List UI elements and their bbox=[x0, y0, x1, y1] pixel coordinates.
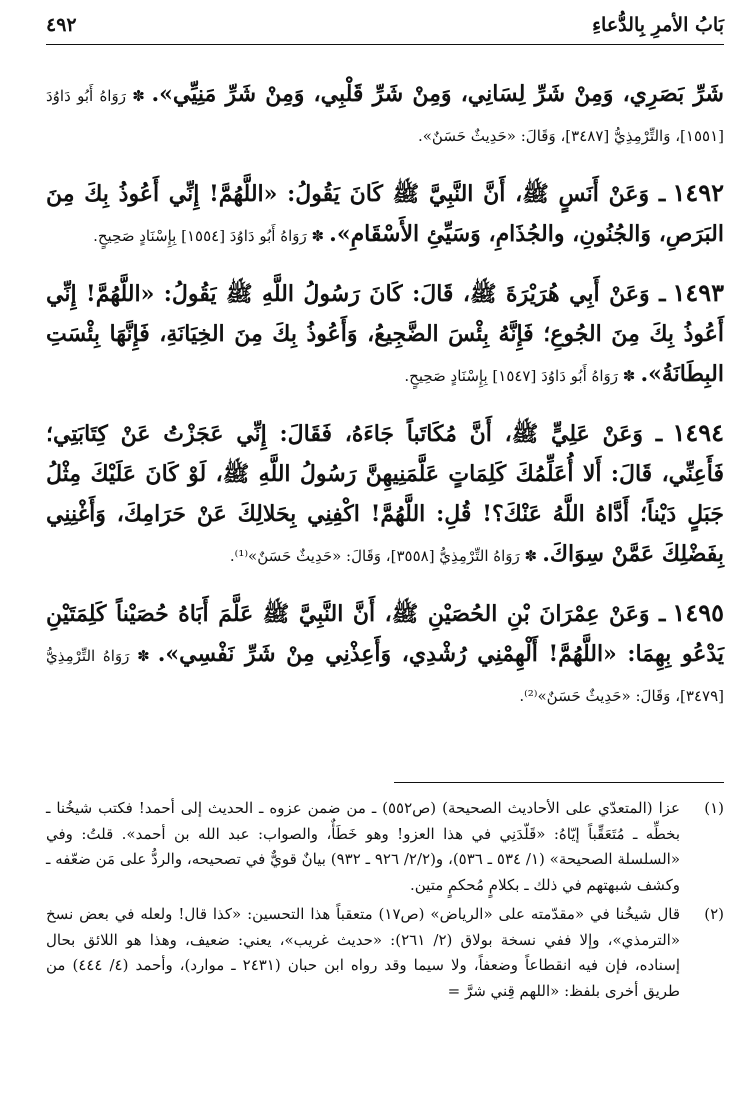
header-divider bbox=[46, 44, 724, 45]
hadith-text: ـ وَعَنْ عِمْرَانَ بْنِ الحُصَيْنِ ﷺ، أَنَّ النَّبِيَّ ﷺ عَلَّمَ أَبَاهُ حُصَيْناً كَلِمَتَيْنِ يَدْعُو بِهِمَا: «اللَّهُمَّ! أَلْهِمْنِي رُشْدِي، وَأَعِذْنِي مِنْ شَرِّ نَفْسِي». bbox=[46, 601, 724, 667]
footnote-divider bbox=[394, 782, 724, 783]
book-page bbox=[46, 0, 724, 1111]
footnote-text: عزا (المتعدّي على الأحاديث الصحيحة) (ص٥٥٢) ـ من ضمن عزوه ـ الحديث إلى أحمد! فكتب شيخُنا ـ بخطِّه ـ مُتَعَقِّباً إيّاهُ: «قَلّدَنِي في هذا العزو! وهو خَطَأٌ، والصواب: عبد الله بن أحمد». قلتُ: وفي «السلسلة الصحيحة» (١/ ٥٣٤ ـ ٥٣٦)، و(٢/٢/ ٩٢٦ ـ ٩٣٢) بيانٌ قويٌّ في تصحيحه، والردُّ على مَن ضعّفه ـ وكشف شبهتهم في ذلك ـ بكلامٍ مُحكمٍ متين. bbox=[46, 799, 680, 894]
hadith-text: ـ وَعَنْ أَبِي هُرَيْرَةَ ﷺ، قَالَ: كَانَ رَسُولُ اللَّهِ ﷺ يَقُولُ: «اللَّهُمَّ! إِنِّي أَعُوذُ بِكَ مِنَ الجُوعِ؛ فَإِنَّهُ بِئْسَ الضَّجِيعُ، وَأَعُوذُ بِكَ مِنَ الخِيَانَةِ، فَإِنَّهَا بِئْسَتِ البِطَانَةُ». bbox=[46, 281, 724, 387]
hadith-number: ١٤٩٤ bbox=[672, 418, 725, 447]
hadith-paragraph bbox=[46, 274, 724, 396]
hadith-source: ✽ رَوَاهُ أَبُو دَاوُدَ [١٥٤٧] بِإِسْنَادٍ صَحِيحٍ. bbox=[404, 367, 636, 385]
page-number: ٤٩٢ bbox=[46, 14, 77, 36]
footnote-mark: (١) bbox=[704, 799, 724, 817]
hadith-source: ✽ رَوَاهُ أَبُو دَاوُدَ [١٥٥١]، وَالتِّرْمِذِيُّ [٣٤٨٧]، وَقَالَ: «حَدِيثٌ حَسَنٌ». bbox=[46, 87, 724, 145]
hadith-number: ١٤٩٣ bbox=[672, 278, 724, 307]
hadith-text: ـ وَعَنْ عَلِيٍّ ﷺ، أَنَّ مُكَاتَباً جَاءَهُ، فَقَالَ: إِنِّي عَجَزْتُ عَنْ كِتَابَتِي؛ فَأَعِنِّي، قَالَ: أَلا أُعَلِّمُكَ كَلِمَاتٍ عَلَّمَنِيهِنَّ رَسُولُ اللَّهِ ﷺ، لَوْ كَانَ عَلَيْكَ مِثْلُ جَبَلٍ دَيْناً؛ أَدَّاهُ اللَّهُ عَنْكَ؟! قُلِ: اللَّهُمَّ! اكْفِنِي بِحَلالِكَ عَنْ حَرَامِكَ، وَأَغْنِنِي بِفَضْلِكَ عَمَّنْ سِوَاكَ. bbox=[46, 421, 724, 567]
footnote bbox=[46, 796, 724, 898]
hadith-paragraph bbox=[46, 594, 724, 716]
footnotes bbox=[46, 796, 724, 1008]
footnote-mark: (٢) bbox=[704, 905, 724, 923]
hadith-text: ـ وَعَنْ أَنَسٍ ﷺ، أَنَّ النَّبِيَّ ﷺ كَانَ يَقُولُ: «اللَّهُمَّ! إِنِّي أَعُوذُ بِكَ مِنَ البَرَصِ، وَالجُنُونِ، والجُذَامِ، وَسَيِّئِ الأَسْقَامِ». bbox=[46, 181, 724, 247]
footnote-text: قال شيخُنا في «مقدّمته على «الرياض» (ص١٧) متعقباً هذا التحسين: «كذا قال! ولعله في بعض نسخ «الترمذي»، وإلا ففي نسخة بولاق (٢/ ٢٦١): «حديث غريب»، يعني: ضعيف، وهذا هو اللائق بحال إسناده، فإن فيه انقطاعاً وضعفاً، ولا سيما وقد رواه ابن حبان (٢٤٣١ ـ موارد)، وأحمد (٤/ ٤٤٤) من طريق أخرى بلفظ: «اللهم قِني شرَّ = bbox=[46, 905, 681, 1000]
hadith-paragraph bbox=[46, 414, 724, 576]
hadith-paragraph bbox=[46, 74, 724, 156]
hadith-text: شَرِّ بَصَرِي، وَمِنْ شَرِّ لِسَانِي، وَمِنْ شَرِّ قَلْبِي، وَمِنْ شَرِّ مَنِيِّي». bbox=[151, 81, 724, 107]
main-text bbox=[46, 74, 724, 734]
hadith-source: ✽ رَوَاهُ التِّرْمِذِيُّ [٣٥٥٨]، وَقَالَ: «حَدِيثٌ حَسَنٌ»⁽¹⁾. bbox=[229, 547, 538, 565]
hadith-number: ١٤٩٥ bbox=[672, 598, 724, 627]
chapter-title: بَابُ الأمرِ بِالدُّعاءِ bbox=[592, 14, 724, 36]
footnote bbox=[46, 902, 724, 1004]
running-header bbox=[46, 8, 724, 42]
hadith-source: ✽ رَوَاهُ التِّرْمِذِيُّ [٣٤٧٩]، وَقَالَ: «حَدِيثٌ حَسَنٌ»⁽²⁾. bbox=[46, 647, 724, 705]
hadith-number: ١٤٩٢ bbox=[672, 178, 724, 207]
hadith-source: ✽ رَوَاهُ أَبُو دَاوُدَ [١٥٥٤] بِإِسْنَادٍ صَحِيحٍ. bbox=[93, 227, 325, 245]
hadith-paragraph bbox=[46, 174, 724, 256]
